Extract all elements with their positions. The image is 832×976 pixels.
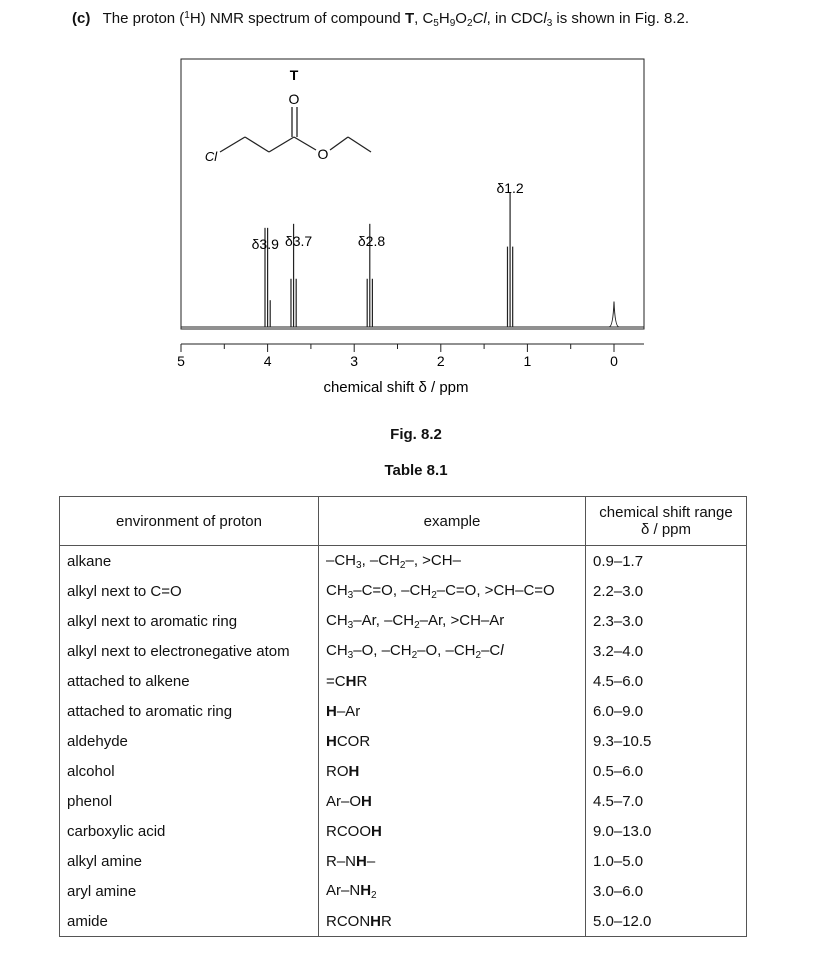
ester-oxygen: O	[317, 146, 329, 162]
table-row	[60, 726, 747, 756]
question-text: (c) The proton ($^1$H) NMR spectrum of compound T, $C_5H_9O_2Cl$, in CDCl$_3$ is shown in Fig. 8.2.	[72, 10, 689, 29]
table-caption: Table 8.1	[384, 462, 448, 479]
shift-range-cell: 3.2–4.0	[586, 636, 747, 666]
shift-range-cell: 0.9–1.7	[586, 546, 747, 577]
shift-range-cell: 9.3–10.5	[586, 726, 747, 756]
example-cell: $Ar-NH_2$	[319, 876, 586, 906]
table-row	[60, 576, 747, 606]
tick-label: 0	[610, 353, 618, 369]
table-row	[60, 756, 747, 786]
shift-range-cell: 0.5–6.0	[586, 756, 747, 786]
shift-range-cell: 9.0–13.0	[586, 816, 747, 846]
shift-range-cell: 6.0–9.0	[586, 696, 747, 726]
nmr-figure	[0, 0, 832, 420]
example-cell: $CH_3-O$, $-CH_2-O$, $-CH_2-Cl$	[319, 636, 586, 666]
tick-label: 5	[177, 353, 185, 369]
carbonyl-oxygen: O	[288, 91, 300, 107]
tick-label: 3	[350, 353, 359, 369]
table-body	[60, 546, 747, 937]
header-shift-range: chemical shift range δ / ppm	[586, 497, 747, 546]
tms-reference-peak	[609, 302, 619, 327]
question-label: (c)	[72, 10, 91, 27]
tick-label: 4	[263, 353, 272, 369]
table-row	[60, 786, 747, 816]
environment-cell: aryl amine	[67, 882, 137, 900]
example-cell: Ar–OH	[319, 786, 586, 816]
example-cell: RCOOH	[319, 816, 586, 846]
table-row	[60, 906, 747, 937]
bond	[245, 137, 269, 152]
table-row	[60, 666, 747, 696]
example-cell: $CH_3-C=O$, $-CH_2-C=O$, >CH–C=O	[319, 576, 586, 606]
environment-cell: amide	[67, 912, 108, 930]
structure-T	[220, 107, 371, 152]
bond	[348, 137, 371, 152]
compound-label: T	[289, 67, 299, 83]
example-cell: R–NH–	[319, 846, 586, 876]
example-cell: HCOR	[319, 726, 586, 756]
example-cell: H–Ar	[319, 696, 586, 726]
bond	[330, 137, 348, 150]
chlorine-atom: Cl	[204, 149, 218, 164]
shift-range-cell: 5.0–12.0	[586, 906, 747, 937]
environment-cell: alkane	[67, 552, 112, 570]
peak-label: δ1.2	[496, 180, 524, 196]
table-row	[60, 546, 747, 577]
environment-cell: attached to alkene	[67, 672, 190, 690]
shift-range-cell: 2.2–3.0	[586, 576, 747, 606]
shift-range-cell: 1.0–5.0	[586, 846, 747, 876]
bond	[269, 137, 294, 152]
example-cell: $-CH_3$, $-CH_2-$, >CH–	[319, 546, 586, 577]
environment-cell: carboxylic acid	[67, 822, 166, 840]
table-row	[60, 636, 747, 666]
bond	[294, 137, 316, 150]
peak-labels	[252, 180, 524, 252]
table-row	[60, 606, 747, 636]
example-cell: $CH_3-Ar$, $-CH_2-Ar$, >CH–Ar	[319, 606, 586, 636]
environment-cell: alkyl next to C=O	[67, 582, 182, 600]
example-cell: ROH	[319, 756, 586, 786]
environment-cell: aldehyde	[67, 732, 128, 750]
environment-cell: alkyl next to aromatic ring	[67, 612, 238, 630]
example-cell: RCONHR	[319, 906, 586, 937]
table-row	[60, 846, 747, 876]
peak-label: δ2.8	[357, 233, 386, 249]
tick-label: 2	[436, 353, 445, 369]
shift-range-cell: 3.0–6.0	[586, 876, 747, 906]
table-row	[60, 696, 747, 726]
shift-range-cell: 4.5–6.0	[586, 666, 747, 696]
spectrum-peaks	[265, 193, 513, 327]
header-example: example	[319, 497, 586, 546]
spectrum-frame	[181, 59, 644, 329]
figure-caption: Fig. 8.2	[390, 426, 442, 443]
shift-range-cell: 4.5–7.0	[586, 786, 747, 816]
table-row	[60, 816, 747, 846]
peak-label: δ3.9	[251, 236, 279, 252]
bond	[220, 137, 245, 152]
environment-cell: alcohol	[67, 762, 115, 780]
environment-cell: alkyl amine	[67, 852, 143, 870]
environment-cell: phenol	[67, 792, 113, 810]
compound-name: T	[404, 10, 415, 27]
x-axis-label: chemical shift δ / ppm	[323, 379, 469, 396]
header-environment: environment of proton	[60, 497, 319, 546]
table-row	[60, 876, 747, 906]
proton-environment-table	[59, 496, 747, 937]
environment-cell: alkyl next to electronegative atom	[67, 642, 290, 660]
shift-range-cell: 2.3–3.0	[586, 606, 747, 636]
peak-label: δ3.7	[284, 233, 313, 249]
example-cell: =CHR	[319, 666, 586, 696]
table-header-row	[60, 497, 747, 546]
tick-label: 1	[523, 353, 532, 369]
x-axis-ticks	[177, 344, 618, 369]
environment-cell: attached to aromatic ring	[67, 702, 233, 720]
